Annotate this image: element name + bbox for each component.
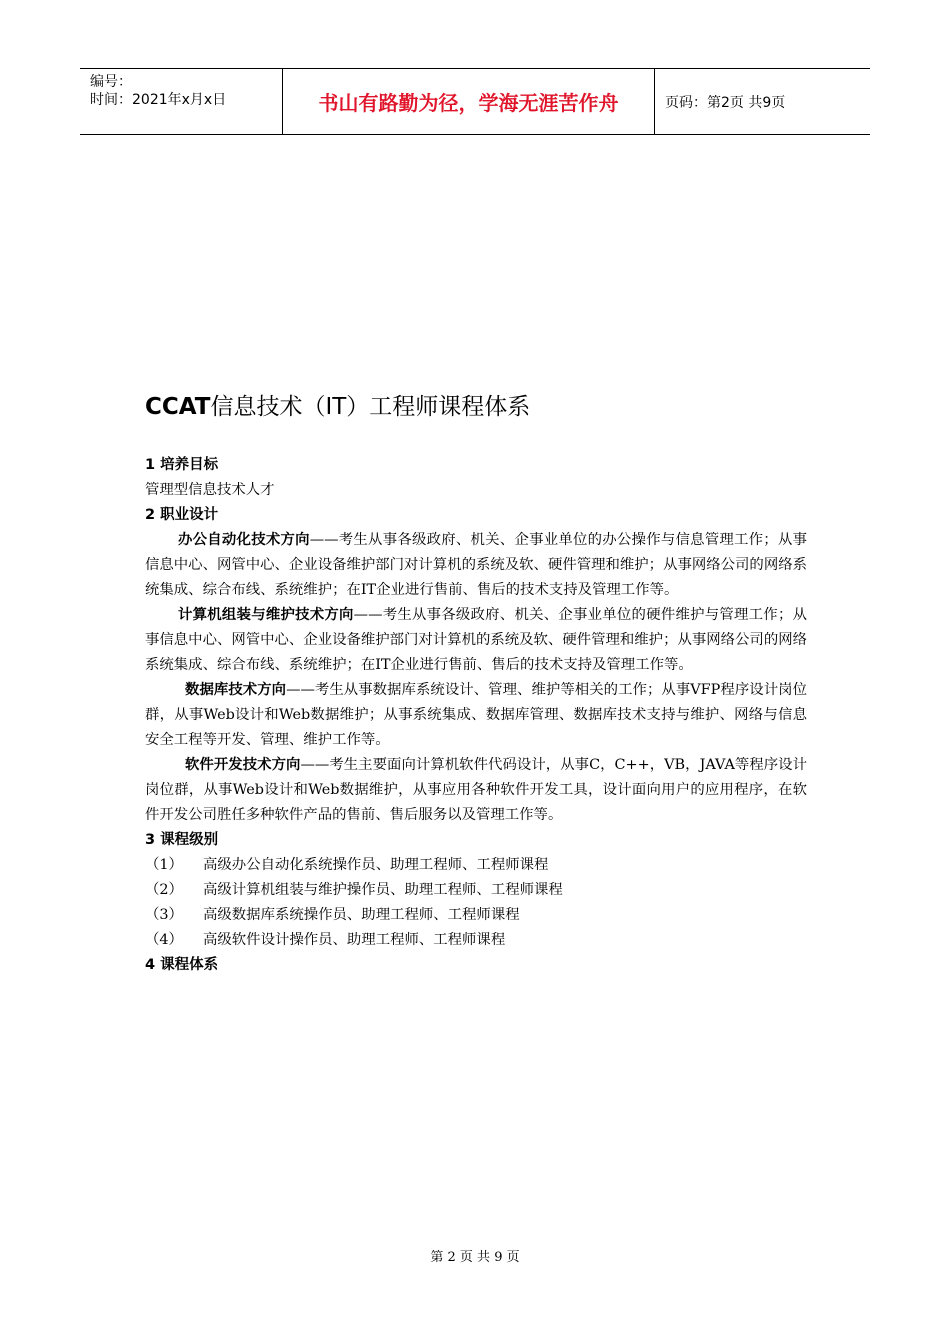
level-text: 高级软件设计操作员、助理工程师、工程师课程 xyxy=(203,932,506,948)
career-paragraph-software xyxy=(145,753,807,828)
level-text: 高级办公自动化系统操作员、助理工程师、工程师课程 xyxy=(203,857,549,873)
level-item xyxy=(145,878,807,903)
level-text: 高级计算机组装与维护操作员、助理工程师、工程师课程 xyxy=(203,882,563,898)
career-desc-software: ——考生主要面向计算机软件代码设计，从事C，C++，VB，JAVA等程序设计岗位群，从事Web设计和Web数据维护，从事应用各种软件开发工具，设计面向用户的应用程序，在软件开发公司胜任多种软件产品的售前、售后服务以及管理工作等。 xyxy=(145,757,807,823)
level-item xyxy=(145,853,807,878)
section-heading-curriculum: 4 课程体系 xyxy=(145,957,219,973)
level-number: （1） xyxy=(145,857,183,873)
header-motto: 书山有路勤为径，学海无涯苦作舟 xyxy=(282,69,655,134)
level-number: （4） xyxy=(145,932,183,948)
header-page-info: 页码：第2页 共9页 xyxy=(665,94,786,111)
level-number: （2） xyxy=(145,882,183,898)
section-heading-goal: 1 培养目标 xyxy=(145,457,219,473)
document-title xyxy=(145,388,530,421)
career-paragraph-hardware xyxy=(145,603,807,678)
level-number: （3） xyxy=(145,907,183,923)
career-desc-database: ——考生从事数据库系统设计、管理、维护等相关的工作；从事VFP程序设计岗位群，从事Web设计和Web数据维护；从事系统集成、数据库管理、数据库技术支持与维护、网络与信息安全工程等开发、管理、维护工作等。 xyxy=(145,682,807,748)
document-time-label: 时间：2021年x月x日 xyxy=(90,92,227,108)
career-direction-office: 办公自动化技术方向 xyxy=(178,532,310,548)
career-paragraph-office xyxy=(145,528,807,603)
section-heading-career: 2 职业设计 xyxy=(145,507,219,523)
level-item xyxy=(145,928,807,953)
career-paragraph-database xyxy=(145,678,807,753)
career-direction-database: 数据库技术方向 xyxy=(185,682,287,698)
section-heading-levels: 3 课程级别 xyxy=(145,832,219,848)
page-header xyxy=(80,68,870,135)
career-desc-office: ——考生从事各级政府、机关、企事业单位的办公操作与信息管理工作；从事信息中心、网管中心、企业设备维护部门对计算机的系统及软、硬件管理和维护；从事网络公司的网络系统集成、综合布线、系统维护；在IT企业进行售前、售后的技术支持及管理工作等。 xyxy=(145,532,807,598)
level-item xyxy=(145,903,807,928)
title-en: CCAT xyxy=(145,394,211,420)
career-direction-software: 软件开发技术方向 xyxy=(185,757,301,773)
career-direction-hardware: 计算机组装与维护技术方向 xyxy=(178,607,354,623)
career-desc-hardware: ——考生从事各级政府、机关、企事业单位的硬件维护与管理工作；从事信息中心、网管中心、企业设备维护部门对计算机的系统及软、硬件管理和维护；从事网络公司的网络系统集成、综合布线、系统维护；在IT企业进行售前、售后的技术支持及管理工作等。 xyxy=(145,607,807,673)
document-number-label: 编号： xyxy=(90,74,132,90)
page-footer: 第 2 页 共 9 页 xyxy=(430,1250,520,1265)
level-text: 高级数据库系统操作员、助理工程师、工程师课程 xyxy=(203,907,520,923)
header-left-cell xyxy=(80,69,282,134)
goal-text: 管理型信息技术人才 xyxy=(145,482,275,498)
document-body xyxy=(145,453,807,978)
title-cn: 信息技术（IT）工程师课程体系 xyxy=(210,394,531,420)
